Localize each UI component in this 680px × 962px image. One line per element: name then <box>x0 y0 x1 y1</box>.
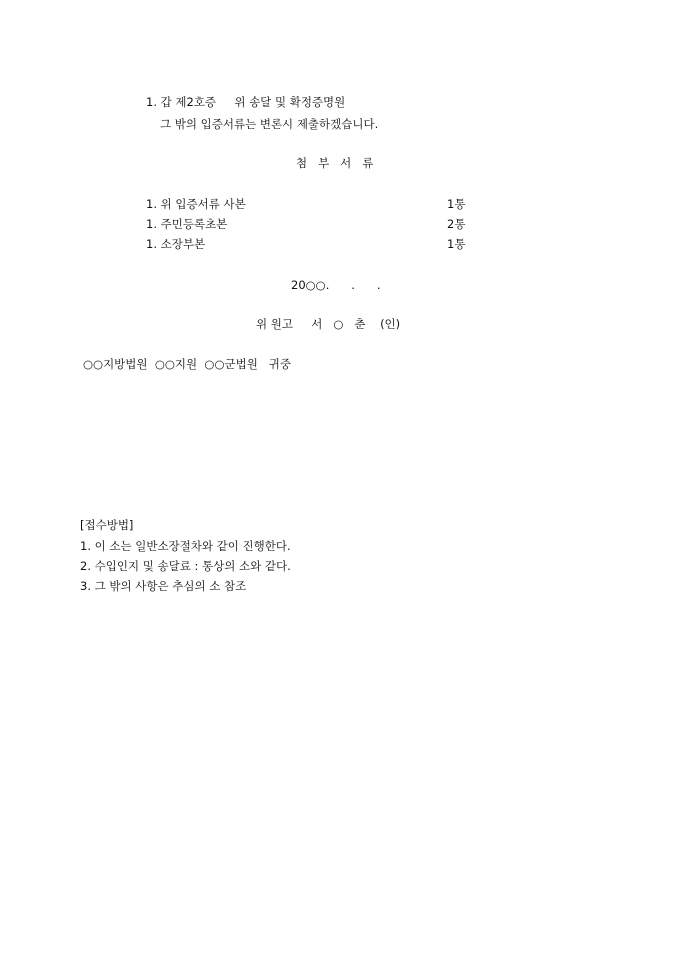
attachment-item-label: 1. 주민등록초본 <box>146 217 228 231</box>
attachment-item-count: 2통 <box>447 217 466 231</box>
plaintiff-signature: 위 원고 서 ○ 춘 (인) <box>256 317 401 331</box>
attachment-item-count: 1통 <box>447 197 466 211</box>
filing-method-item: 2. 수입인지 및 송달료 : 통상의 소와 같다. <box>80 559 291 573</box>
attachment-item-label: 1. 소장부본 <box>146 237 206 251</box>
filing-method-title: [접수방법] <box>80 518 134 532</box>
filing-method-item: 1. 이 소는 일반소장절차와 같이 진행한다. <box>80 539 291 553</box>
evidence-note: 그 밖의 입증서류는 변론시 제출하겠습니다. <box>160 117 379 131</box>
filing-method-item: 3. 그 밖의 사항은 추심의 소 참조 <box>80 579 247 593</box>
attachments-heading: 첨 부 서 류 <box>296 156 374 170</box>
document-date: 20○○. . . <box>291 278 381 292</box>
attachment-item-label: 1. 위 입증서류 사본 <box>146 197 246 211</box>
attachment-item-count: 1통 <box>447 237 466 251</box>
evidence-line: 1. 갑 제2호증 위 송달 및 확정증명원 <box>146 95 346 109</box>
court-addressee: ○○지방법원 ○○지원 ○○군법원 귀중 <box>83 357 291 371</box>
